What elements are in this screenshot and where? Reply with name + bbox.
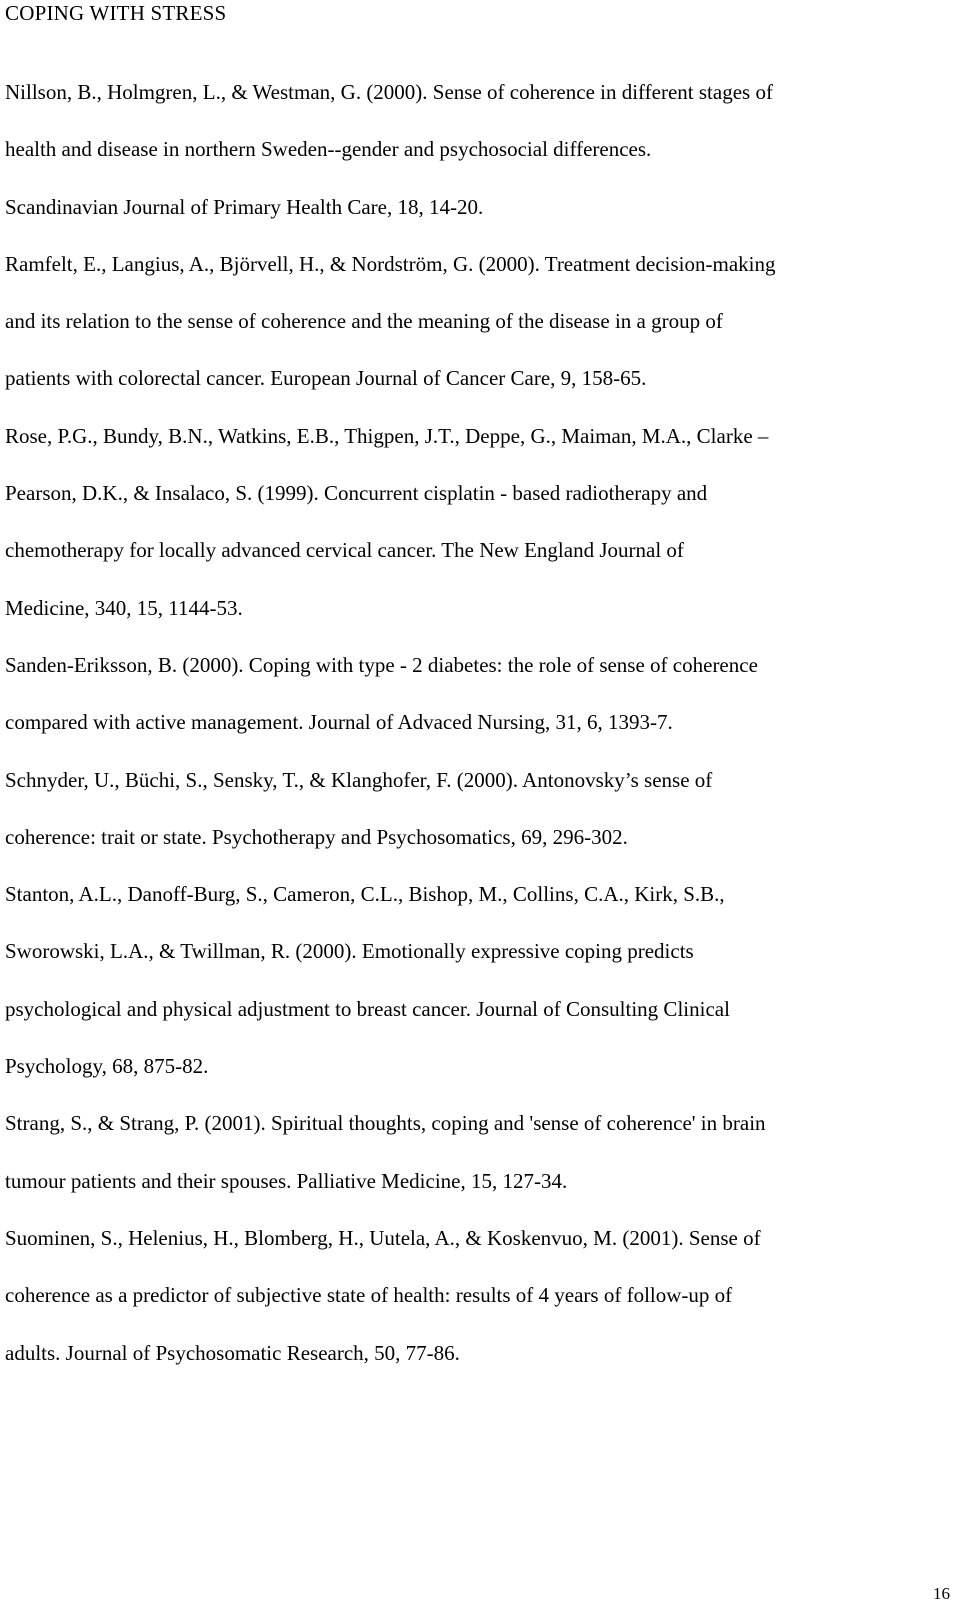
page-number: 16 bbox=[933, 1584, 950, 1603]
reference-line: and its relation to the sense of coherence and the meaning of the disease in a group of bbox=[5, 309, 723, 334]
reference-line: Medicine, 340, 15, 1144-53. bbox=[5, 595, 243, 620]
reference-line: compared with active management. Journal of Advaced Nursing, 31, 6, 1393-7. bbox=[5, 710, 673, 735]
reference-line: Suominen, S., Helenius, H., Blomberg, H., Uutela, A., & Koskenvuo, M. (2001). Sense of bbox=[5, 1225, 761, 1250]
reference-line: Pearson, D.K., & Insalaco, S. (1999). Concurrent cisplatin - based radiotherapy and bbox=[5, 481, 708, 506]
reference-entry bbox=[5, 64, 935, 236]
reference-entry bbox=[5, 1210, 935, 1382]
reference-entry bbox=[5, 752, 935, 867]
reference-entry bbox=[5, 236, 935, 408]
reference-line: coherence: trait or state. Psychotherapy and Psychosomatics, 69, 296-302. bbox=[5, 824, 628, 849]
reference-line: patients with colorectal cancer. European Journal of Cancer Care, 9, 158-65. bbox=[5, 366, 647, 391]
reference-line: Schnyder, U., Büchi, S., Sensky, T., & Klanghofer, F. (2000). Antonovsky’s sense of bbox=[5, 767, 713, 792]
reference-line: coherence as a predictor of subjective state of health: results of 4 years of follow-up of bbox=[5, 1283, 733, 1308]
reference-line: Sworowski, L.A., & Twillman, R. (2000). Emotionally expressive coping predicts bbox=[5, 939, 694, 964]
reference-line: Ramfelt, E., Langius, A., Björvell, H., & Nordström, G. (2000). Treatment decision-making bbox=[5, 251, 776, 276]
reference-line: health and disease in northern Sweden--gender and psychosocial differences. bbox=[5, 137, 652, 162]
reference-line: Nillson, B., Holmgren, L., & Westman, G. (2000). Sense of coherence in different stages of bbox=[5, 80, 773, 104]
reference-entry bbox=[5, 866, 935, 1095]
reference-line: Psychology, 68, 875-82. bbox=[5, 1054, 209, 1079]
reference-line: chemotherapy for locally advanced cervical cancer. The New England Journal of bbox=[5, 538, 684, 563]
reference-line: psychological and physical adjustment to breast cancer. Journal of Consulting Clinical bbox=[5, 996, 730, 1021]
reference-entry bbox=[5, 637, 935, 752]
reference-line: Stanton, A.L., Danoff-Burg, S., Cameron, C.L., Bishop, M., Collins, C.A., Kirk, S.B., bbox=[5, 882, 725, 907]
reference-line: adults. Journal of Psychosomatic Research, 50, 77-86. bbox=[5, 1340, 460, 1365]
reference-line: tumour patients and their spouses. Palliative Medicine, 15, 127-34. bbox=[5, 1168, 568, 1193]
reference-entry bbox=[5, 408, 935, 637]
reference-entry bbox=[5, 1095, 935, 1210]
reference-line: Sanden-Eriksson, B. (2000). Coping with type - 2 diabetes: the role of sense of coherence bbox=[5, 652, 758, 677]
running-head: COPING WITH STRESS bbox=[5, 1, 227, 25]
reference-line: Rose, P.G., Bundy, B.N., Watkins, E.B., Thigpen, J.T., Deppe, G., Maiman, M.A., Clarke – bbox=[5, 423, 769, 448]
reference-line: Scandinavian Journal of Primary Health Care, 18, 14-20. bbox=[5, 194, 484, 219]
reference-line: Strang, S., & Strang, P. (2001). Spiritual thoughts, coping and 'sense of coherence' in brain bbox=[5, 1111, 766, 1136]
reference-list bbox=[5, 64, 935, 1382]
